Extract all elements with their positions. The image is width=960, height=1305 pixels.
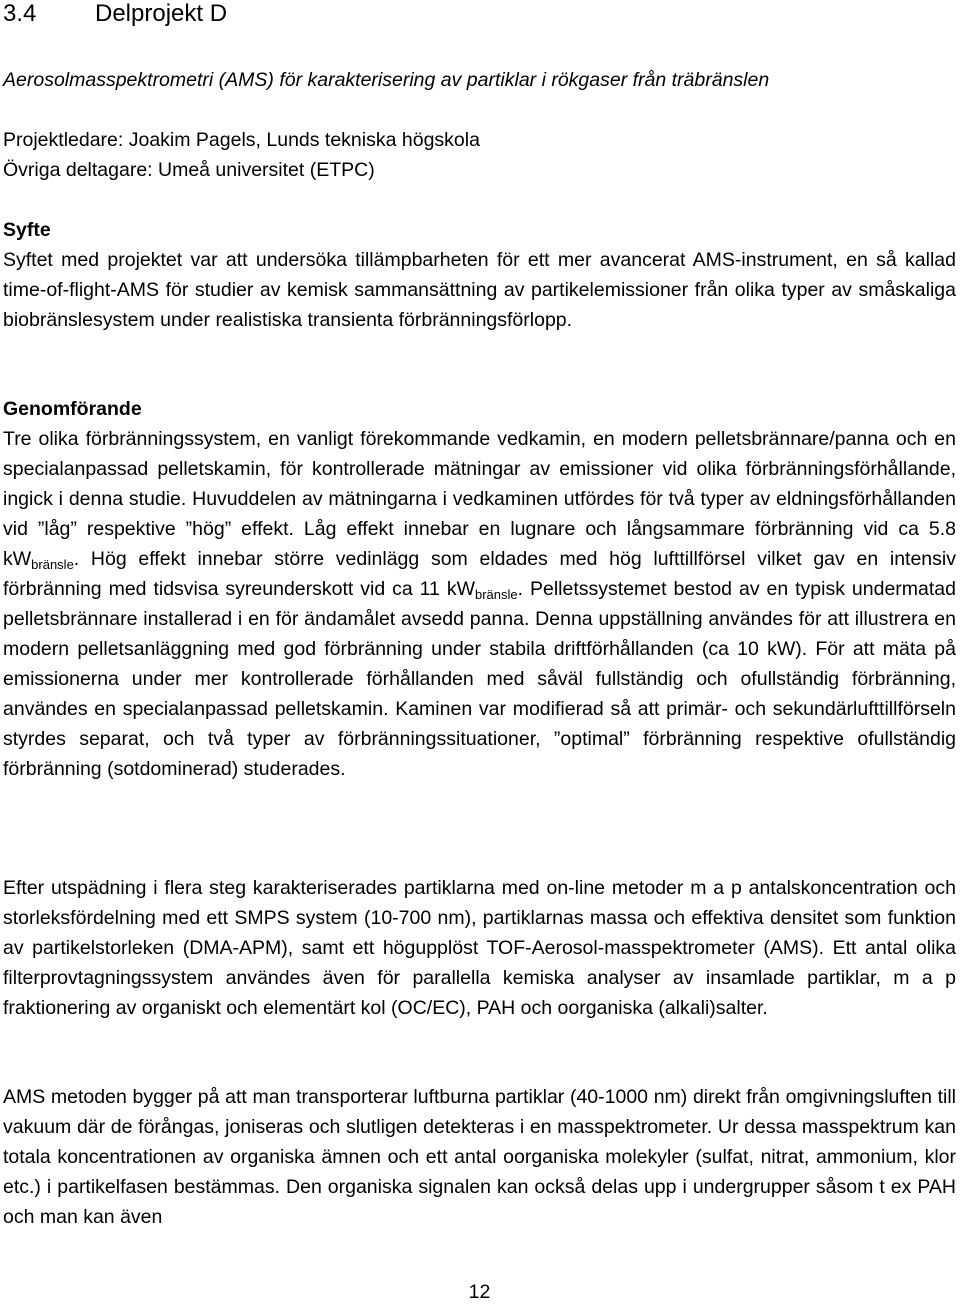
syfte-paragraph: Syftet med projektet var att undersöka tillämpbarheten för ett mer avancerat AMS-instrument, en så kallad time-of-flight-AMS för studier av kemisk sammansättning av partikelemissioner från olika typer av småskaliga biobränslesystem under realistiska transienta förbränningsförlopp. bbox=[3, 249, 956, 331]
genomforande-paragraph-1 bbox=[3, 424, 956, 784]
other-participants: Övriga deltagare: Umeå universitet (ETPC) bbox=[3, 159, 375, 181]
project-leader: Projektledare: Joakim Pagels, Lunds tekniska högskola bbox=[3, 129, 480, 151]
paragraph-text: . Pelletssystemet bestod av en typisk undermatad pelletsbrännare installerad i en för ändamålet avsedd panna. Denna uppställning användes för att illustrera en modern pelletsanläggning med god förbränning under stabila driftförhållanden (ca 10 kW). För att mäta på emissionerna under mer kontrollerade förhållanden med såväl fullständig och ofullständig förbränning, användes en specialanpassad pelletskamin. Kaminen var modifierad så att primär- och sekundärlufttillförseln styrdes separat, och två typer av förbränningssituationer, ”optimal” förbränning respektive ofullständig förbränning (sotdominerad) studerades. bbox=[3, 578, 956, 780]
section-heading bbox=[3, 0, 227, 29]
genomforande-paragraph-3: AMS metoden bygger på att man transporterar luftburna partiklar (40-1000 nm) direkt från omgivningsluften till vakuum där de förångas, joniseras och slutligen detekteras i en masspektrometer. Ur dessa masspektrum kan totala koncentrationen av organiska ämnen och ett antal oorganiska molekyler (sulfat, nitrat, ammonium, klor etc.) i partikelfasen bestämmas. Den organiska signalen kan också delas upp i undergrupper såsom t ex PAH och man kan även bbox=[3, 1086, 956, 1228]
subscript-fuel: bränsle bbox=[475, 587, 518, 602]
section-number: 3.4 bbox=[3, 0, 37, 27]
page-number: 12 bbox=[468, 1281, 491, 1303]
paragraph-text: Tre olika förbränningssystem, en vanligt förekommande vedkamin, en modern pelletsbrännare/panna och en specialanpassad pelletskamin, för kontrollerade mätningar av emissioner vid olika förbränningsförhållande, ingick i denna studie. Huvuddelen av mätningarna i vedkaminen utfördes för två typer av eldningsförhållanden vid ”låg” respektive ”hög” effekt. Låg effekt innebar en lugnare och långsammare förbränning vid ca 5.8 kW bbox=[3, 428, 956, 570]
project-subtitle: Aerosolmasspektrometri (AMS) för karakterisering av partiklar i rökgaser från träbränslen bbox=[3, 69, 770, 91]
genomforande-paragraph-2: Efter utspädning i flera steg karakteriserades partiklarna med on-line metoder m a p antalskoncentration och storleksfördelning med ett SMPS system (10-700 nm), partiklarnas massa och effektiva densitet som funktion av partikelstorleken (DMA-APM), samt ett högupplöst TOF-Aerosol-masspektrometer (AMS). Ett antal olika filterprovtagningssystem användes även för parallella kemiska analyser av insamlade partiklar, m a p fraktionering av organiskt och elementärt kol (OC/EC), PAH och oorganiska (alkali)salter. bbox=[3, 877, 956, 1019]
genomforande-heading: Genomförande bbox=[3, 398, 142, 420]
section-title: Delprojekt D bbox=[95, 0, 228, 27]
syfte-heading: Syfte bbox=[3, 219, 51, 241]
subscript-fuel: bränsle bbox=[31, 557, 74, 572]
paragraph-text: . Hög effekt innebar större vedinlägg som eldades med hög lufttillförsel vilket gav en intensiv förbränning med tidsvisa syreunderskott vid ca 11 kW bbox=[3, 548, 956, 600]
